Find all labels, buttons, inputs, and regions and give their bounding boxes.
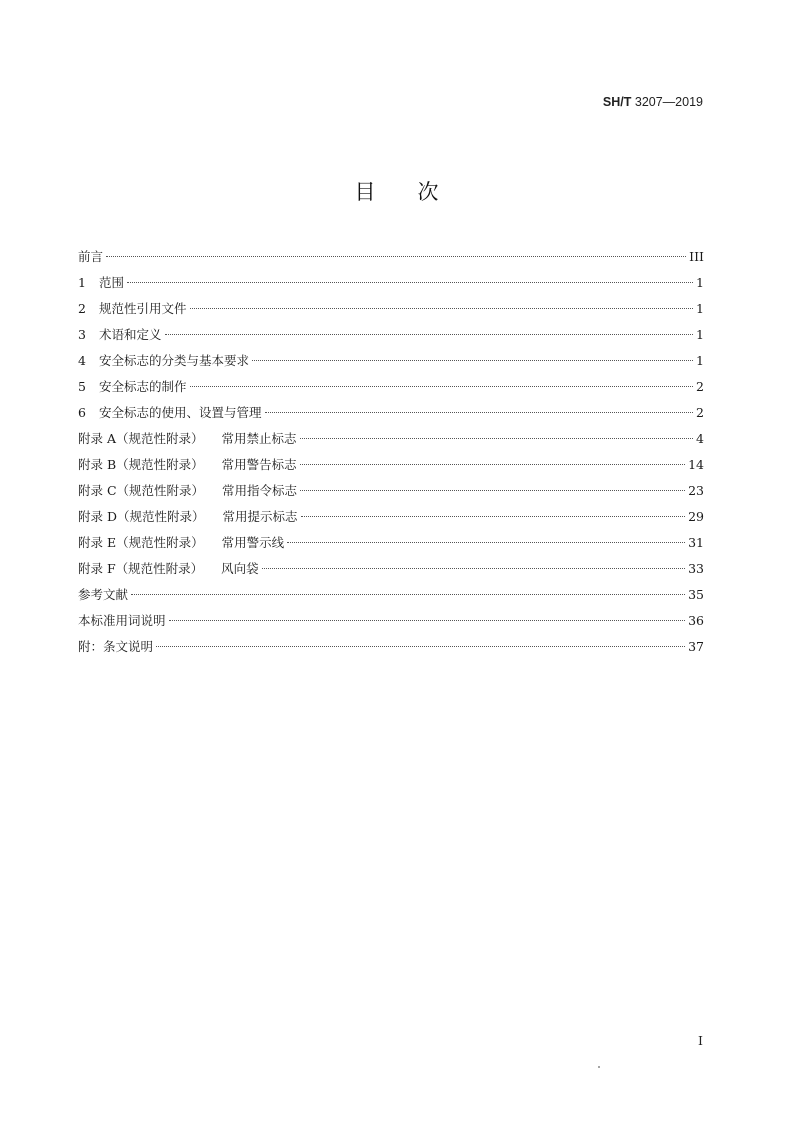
toc-entry-text: 参考文献 <box>78 587 129 602</box>
toc-entry-number: 3 <box>78 327 86 342</box>
toc-entry[interactable] <box>78 586 704 612</box>
toc-entry-page: III <box>689 249 704 264</box>
toc-entry-page: 36 <box>688 613 704 628</box>
toc-entry-text: 附录 D（规范性附录） <box>78 509 205 524</box>
toc-dot-leader <box>169 620 686 621</box>
toc-dot-leader <box>165 334 694 335</box>
toc-entry[interactable] <box>78 352 704 378</box>
toc-dot-leader <box>131 594 685 595</box>
toc-dot-leader <box>127 282 693 283</box>
toc-entry-subtitle: 常用禁止标志 <box>221 431 297 446</box>
toc-entry-label <box>78 638 153 656</box>
toc-entry-text: 范围 <box>99 275 125 290</box>
toc-entry[interactable] <box>78 404 704 430</box>
toc-dot-leader <box>300 438 694 439</box>
toc-dot-leader <box>287 542 685 543</box>
toc-entry-page: 37 <box>688 639 704 654</box>
toc-entry-label <box>78 274 124 292</box>
toc-entry-page: 29 <box>688 509 704 524</box>
toc-entry-page: 33 <box>688 561 704 576</box>
toc-entry-text: 术语和定义 <box>99 327 162 342</box>
toc-entry-label <box>78 612 166 630</box>
toc-entry-subtitle: 常用提示标志 <box>222 509 298 524</box>
toc-entry[interactable] <box>78 482 704 508</box>
toc-entry-subtitle: 常用指令标志 <box>222 483 298 498</box>
toc-entry-label <box>78 404 262 422</box>
toc-entry-page: 1 <box>696 327 704 342</box>
toc-entry-label <box>78 352 249 370</box>
toc-dot-leader <box>262 568 685 569</box>
toc-entry[interactable] <box>78 456 704 482</box>
toc-entry-number: 6 <box>78 405 86 420</box>
toc-entry[interactable] <box>78 430 704 456</box>
toc-entry-label <box>78 378 187 396</box>
toc-entry-subtitle: 常用警告标志 <box>221 457 297 472</box>
toc-entry-label <box>78 508 298 526</box>
page-number: I <box>698 1033 703 1048</box>
toc-entry-text: 前言 <box>78 249 104 264</box>
toc-dot-leader <box>300 490 685 491</box>
toc-entry[interactable] <box>78 300 704 326</box>
toc-entry-text: 安全标志的分类与基本要求 <box>99 353 250 368</box>
toc-entry-number: 5 <box>78 379 86 394</box>
toc-entry-label <box>78 248 103 266</box>
toc-entry-text: 附录 C（规范性附录） <box>78 483 205 498</box>
toc-entry-page: 31 <box>688 535 704 550</box>
page-title: 目次 <box>354 180 481 204</box>
toc-entry[interactable] <box>78 378 704 404</box>
toc-entry-page: 2 <box>696 405 704 420</box>
toc-entry[interactable] <box>78 326 704 352</box>
toc-entry[interactable] <box>78 560 704 586</box>
toc-entry-number: 1 <box>78 275 86 290</box>
toc-entry-page: 14 <box>688 457 704 472</box>
toc-entry-label <box>78 482 297 500</box>
toc-dot-leader <box>265 412 694 413</box>
toc-dot-leader <box>300 464 685 465</box>
toc-entry-text: 附录 E（规范性附录） <box>78 535 204 550</box>
standard-code <box>603 95 703 109</box>
toc-entry-label <box>78 326 162 344</box>
toc-entry-page: 23 <box>688 483 704 498</box>
toc-entry[interactable] <box>78 508 704 534</box>
toc-entry-number: 4 <box>78 353 86 368</box>
toc-entry-label <box>78 430 297 448</box>
toc-entry-text: 规范性引用文件 <box>99 301 187 316</box>
toc-entry-page: 4 <box>696 431 704 446</box>
toc-entry-page: 2 <box>696 379 704 394</box>
toc-entry-label <box>78 534 284 552</box>
toc-entry-text: 安全标志的制作 <box>99 379 187 394</box>
toc-dot-leader <box>106 256 686 257</box>
toc-entry[interactable] <box>78 612 704 638</box>
toc-entry[interactable] <box>78 248 704 274</box>
toc-entry-text: 安全标志的使用、设置与管理 <box>99 405 262 420</box>
toc-entry-text: 附录 F（规范性附录） <box>78 561 204 576</box>
toc-entry-number: 2 <box>78 301 86 316</box>
toc-dot-leader <box>190 308 694 309</box>
standard-code-number: 3207—2019 <box>631 95 703 109</box>
scan-speck <box>598 1066 600 1068</box>
toc-entry-text: 附录 B（规范性附录） <box>78 457 204 472</box>
toc-entry-label <box>78 456 297 474</box>
table-of-contents <box>78 248 704 664</box>
toc-entry[interactable] <box>78 638 704 664</box>
toc-entry-text: 附录 A（规范性附录） <box>78 431 204 446</box>
toc-dot-leader <box>190 386 694 387</box>
toc-entry-page: 1 <box>696 275 704 290</box>
toc-entry-page: 1 <box>696 353 704 368</box>
toc-entry[interactable] <box>78 534 704 560</box>
toc-dot-leader <box>252 360 693 361</box>
toc-entry[interactable] <box>78 274 704 300</box>
standard-code-prefix: SH/T <box>602 95 632 109</box>
toc-entry-label <box>78 586 128 604</box>
toc-entry-label <box>78 300 187 318</box>
toc-entry-label <box>78 560 259 578</box>
toc-entry-text: 附：条文说明 <box>78 639 154 654</box>
toc-dot-leader <box>301 516 686 517</box>
toc-entry-text: 本标准用词说明 <box>78 613 166 628</box>
toc-entry-subtitle: 风向袋 <box>221 561 259 576</box>
toc-entry-page: 1 <box>696 301 704 316</box>
toc-dot-leader <box>156 646 685 647</box>
toc-entry-subtitle: 常用警示线 <box>221 535 285 550</box>
toc-entry-page: 35 <box>688 587 704 602</box>
